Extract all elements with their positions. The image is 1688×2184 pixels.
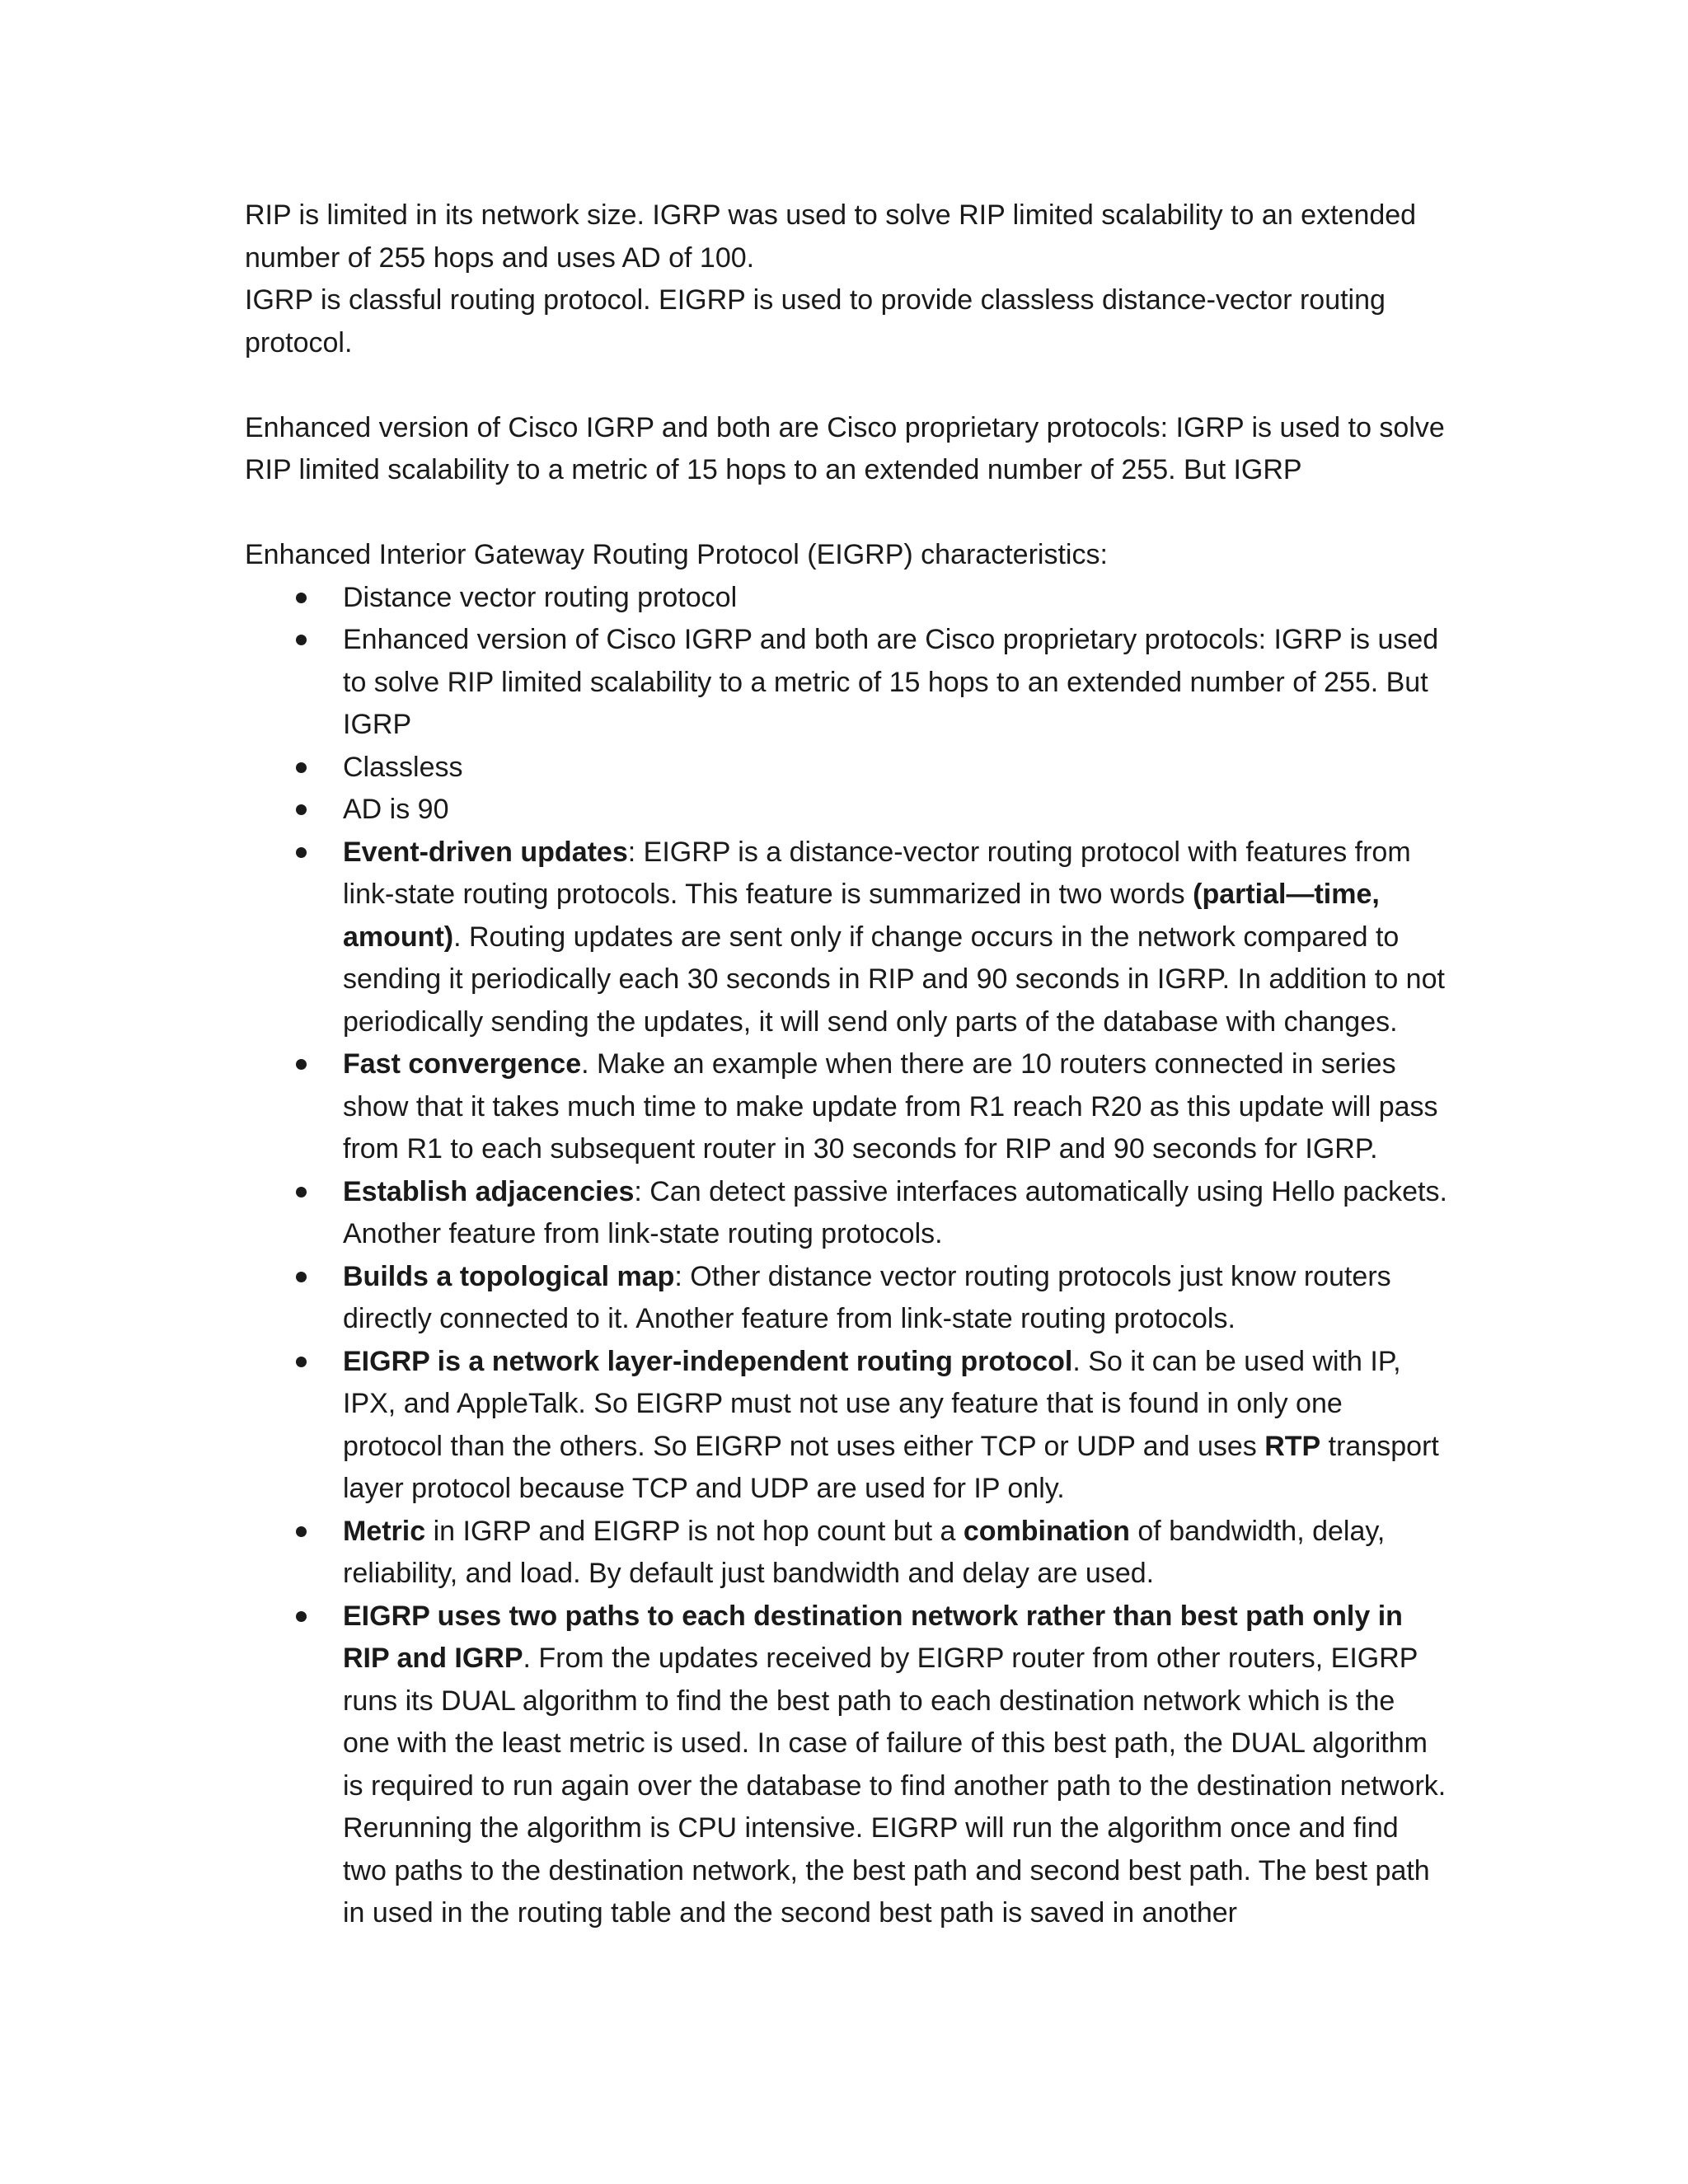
bullet-icon [296,804,307,815]
list-item-bold-term: (partial—time, amount) [343,879,1380,953]
paragraph-spacer [245,364,1448,407]
list-item-bold-term: Builds a topological map [343,1260,675,1292]
list-item-text: in IGRP and EIGRP is not hop count but a [425,1515,964,1547]
bullet-icon [296,1187,307,1197]
list-item [245,577,1448,620]
characteristics-list [245,577,1448,1935]
list-item-text: : Can detect passive interfaces automatically using Hello packets. Another feature from link-state routing protocols. [343,1175,1447,1249]
bullet-icon [296,1526,307,1537]
list-item-bold-term: EIGRP uses two paths to each destination network rather than best path only in RIP and IGRP [343,1600,1403,1674]
list-item-text: AD is 90 [343,794,449,825]
list-item-text: . Routing updates are sent only if change occurs in the network compared to sending it periodically each 30 seconds in RIP and 90 seconds in IGRP. In addition to not periodically sending the updates, it will send only parts of the database with changes. [343,921,1445,1038]
list-item-text: : EIGRP is a distance-vector routing protocol with features from link-state routing protocols. This feature is summarized in two words [343,836,1411,910]
list-item [245,789,1448,832]
list-item-text: . From the updates received by EIGRP router from other routers, EIGRP runs its DUAL algorithm to find the best path to each destination network which is the one with the least metric is used. In case of failure of this best path, the DUAL algorithm is required to run again over the database to find another path to the destination network. Rerunning the algorithm is CPU intensive. EIGRP will run the algorithm once and find two paths to the destination network, the best path and second best path. The best path in used in the routing table and the second best path is saved in another [343,1643,1447,1929]
paragraph-spacer [245,492,1448,535]
list-item [245,619,1448,747]
list-item [245,832,1448,1044]
bullet-icon [296,593,307,603]
bullet-icon [296,762,307,773]
list-item-bold-term: EIGRP is a network layer-independent routing protocol [343,1345,1073,1377]
list-item-text: : Other distance vector routing protocols just know routers directly connected to it. Another feature from link-state routing protocols. [343,1260,1391,1334]
intro-paragraph-2: IGRP is classful routing protocol. EIGRP is used to provide classless distance-vector routing protocol. [245,284,1386,359]
document-page [245,194,1448,1935]
bullet-icon [296,1611,307,1622]
list-item-bold-term: Metric [343,1515,426,1547]
list-item-text: Classless [343,751,463,783]
list-item-text: Enhanced version of Cisco IGRP and both are Cisco proprietary protocols: IGRP is used to solve RIP limited scalability to a metric of 15 hops to an extended number of 255. But IGRP [343,624,1439,740]
list-item-bold-term: Fast convergence [343,1048,582,1080]
list-item-bold-term: Establish adjacencies [343,1175,635,1207]
list-item-text: . Make an example when there are 10 routers connected in series show that it takes much time to make update from R1 reach R20 as this update will pass from R1 to each subsequent router in 30 seconds for RIP and 90 seconds for IGRP. [343,1048,1438,1165]
list-item-bold-term: Event-driven updates [343,836,628,868]
list-item-text: transport layer protocol because TCP and UDP are used for IP only. [343,1430,1439,1504]
bullet-icon [296,1357,307,1367]
intro-paragraph-3: Enhanced version of Cisco IGRP and both are Cisco proprietary protocols: IGRP is used to solve RIP limited scalability to a metric of 15 hops to an extended number of 255. But IGRP [245,411,1445,485]
list-item [245,1511,1448,1596]
list-item [245,1043,1448,1171]
bullet-icon [296,847,307,858]
characteristics-heading: Enhanced Interior Gateway Routing Protocol (EIGRP) characteristics: [245,539,1108,570]
list-item [245,1171,1448,1256]
bullet-icon [296,635,307,645]
list-item-text: Distance vector routing protocol [343,581,738,613]
list-item [245,1596,1448,1935]
list-item-text: . So it can be used with IP, IPX, and AppleTalk. So EIGRP must not use any feature that is found in only one protocol than the others. So EIGRP not uses either TCP or UDP and uses [343,1345,1401,1462]
intro-paragraph-1: RIP is limited in its network size. IGRP was used to solve RIP limited scalability to an extended number of 255 hops and uses AD of 100. [245,199,1417,274]
list-item-bold-term: combination [963,1515,1130,1547]
list-item-text: of bandwidth, delay, reliability, and load. By default just bandwidth and delay are used. [343,1515,1386,1589]
bullet-icon [296,1272,307,1282]
bullet-icon [296,1059,307,1070]
list-item [245,1341,1448,1511]
list-item-bold-term: RTP [1264,1430,1321,1462]
list-item [245,747,1448,790]
list-item [245,1256,1448,1341]
